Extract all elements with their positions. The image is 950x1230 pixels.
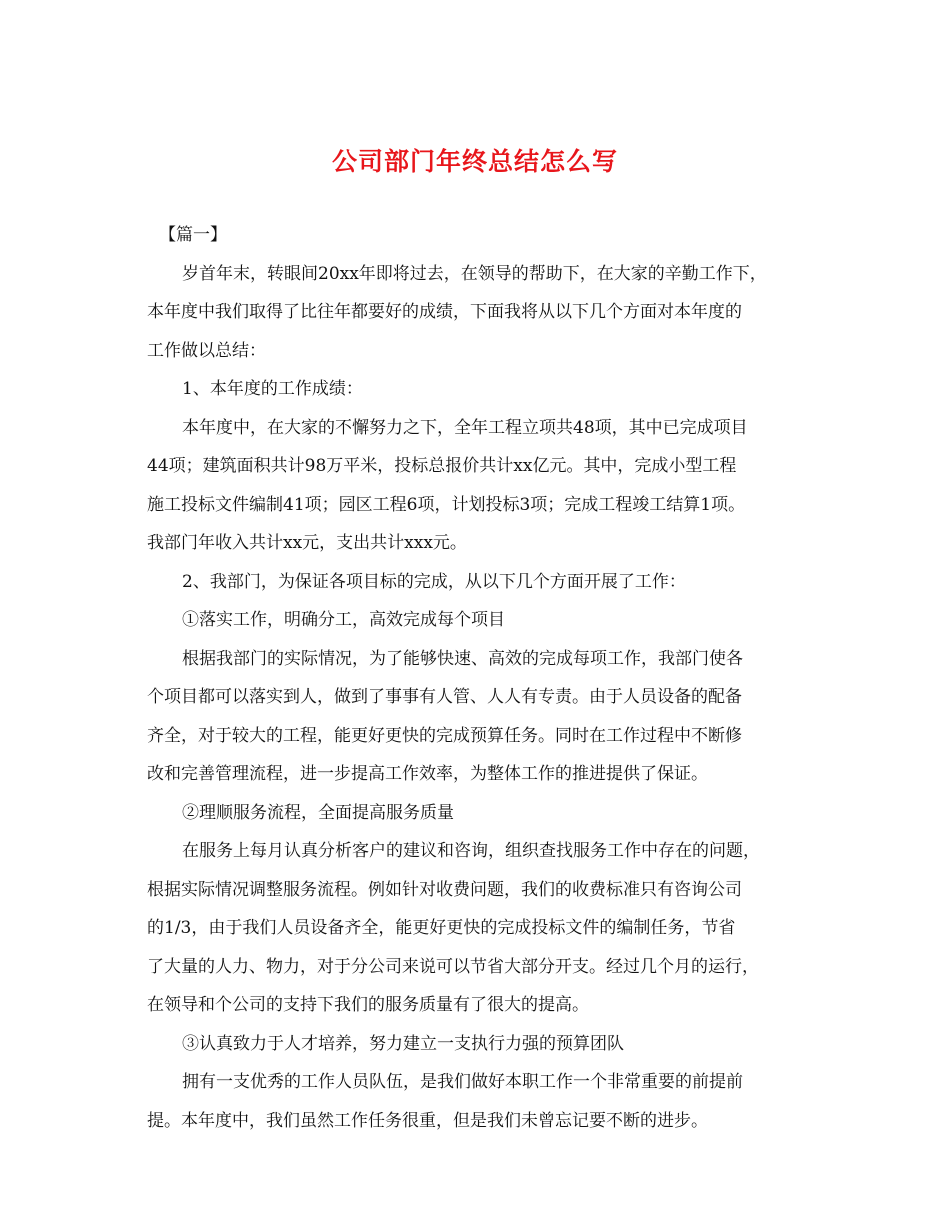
paragraph-line: 的1/3，由于我们人员设备齐全，能更好更快的完成投标文件的编制任务，节省 <box>147 918 736 938</box>
paragraph-line: 本年度中，在大家的不懈努力之下，全年工程立项共48项，其中已完成项目 <box>182 417 748 438</box>
paragraph-line: 工作做以总结： <box>147 340 266 361</box>
paragraph-line: 根据我部门的实际情况，为了能够快速、高效的完成每项工作，我部门使各 <box>182 648 743 669</box>
subsection-heading: ①落实工作，明确分工，高效完成每个项目 <box>182 610 505 630</box>
paragraph-line: 根据实际情况调整服务流程。例如针对收费问题，我们的收费标准只有咨询公司 <box>147 879 742 900</box>
section-heading: 2、我部门，为保证各项目标的完成，从以下几个方面开展了工作： <box>182 571 686 592</box>
section-label: 【篇一】 <box>159 225 227 245</box>
paragraph-line: 拥有一支优秀的工作人员队伍，是我们做好本职工作一个非常重要的前提前 <box>182 1072 743 1092</box>
subsection-heading: ③认真致力于人才培养，努力建立一支执行力强的预算团队 <box>182 1033 624 1054</box>
paragraph-line: 岁首年末，转眼间20xx年即将过去，在领导的帮助下，在大家的辛勤工作下， <box>182 263 767 284</box>
paragraph-line: 改和完善管理流程，进一步提高工作效率，为整体工作的推进提供了保证。 <box>147 764 708 784</box>
paragraph-line: 个项目都可以落实到人，做到了事事有人管、人人有专责。由于人员设备的配备 <box>147 687 742 707</box>
document-body <box>147 216 807 1140</box>
paragraph-line: 我部门年收入共计xx元，支出共计xxx元。 <box>147 533 467 553</box>
section-heading: 1、本年度的工作成绩： <box>182 379 363 399</box>
document-title: 公司部门年终总结怎么写 <box>331 147 618 176</box>
paragraph-line: 在服务上每月认真分析客户的建议和咨询，组织查找服务工作中存在的问题， <box>182 841 760 861</box>
paragraph-line: 44项；建筑面积共计98万平米，投标总报价共计xx亿元。其中，完成小型工程 <box>147 456 737 476</box>
subsection-heading: ②理顺服务流程，全面提高服务质量 <box>182 802 454 823</box>
paragraph-line: 了大量的人力、物力，对于分公司来说可以节省大部分开支。经过几个月的运行， <box>147 956 759 977</box>
paragraph-line: 齐全，对于较大的工程，能更好更快的完成预算任务。同时在工作过程中不断修 <box>147 725 742 746</box>
paragraph-line: 施工投标文件编制41项；园区工程6项，计划投标3项；完成工程竣工结算1项。 <box>147 494 746 515</box>
paragraph-line: 本年度中我们取得了比往年都要好的成绩，下面我将从以下几个方面对本年度的 <box>147 302 742 322</box>
paragraph-line: 提。本年度中，我们虽然工作任务很重，但是我们未曾忘记要不断的进步。 <box>147 1110 708 1131</box>
paragraph-line: 在领导和个公司的支持下我们的服务质量有了很大的提高。 <box>147 995 589 1015</box>
